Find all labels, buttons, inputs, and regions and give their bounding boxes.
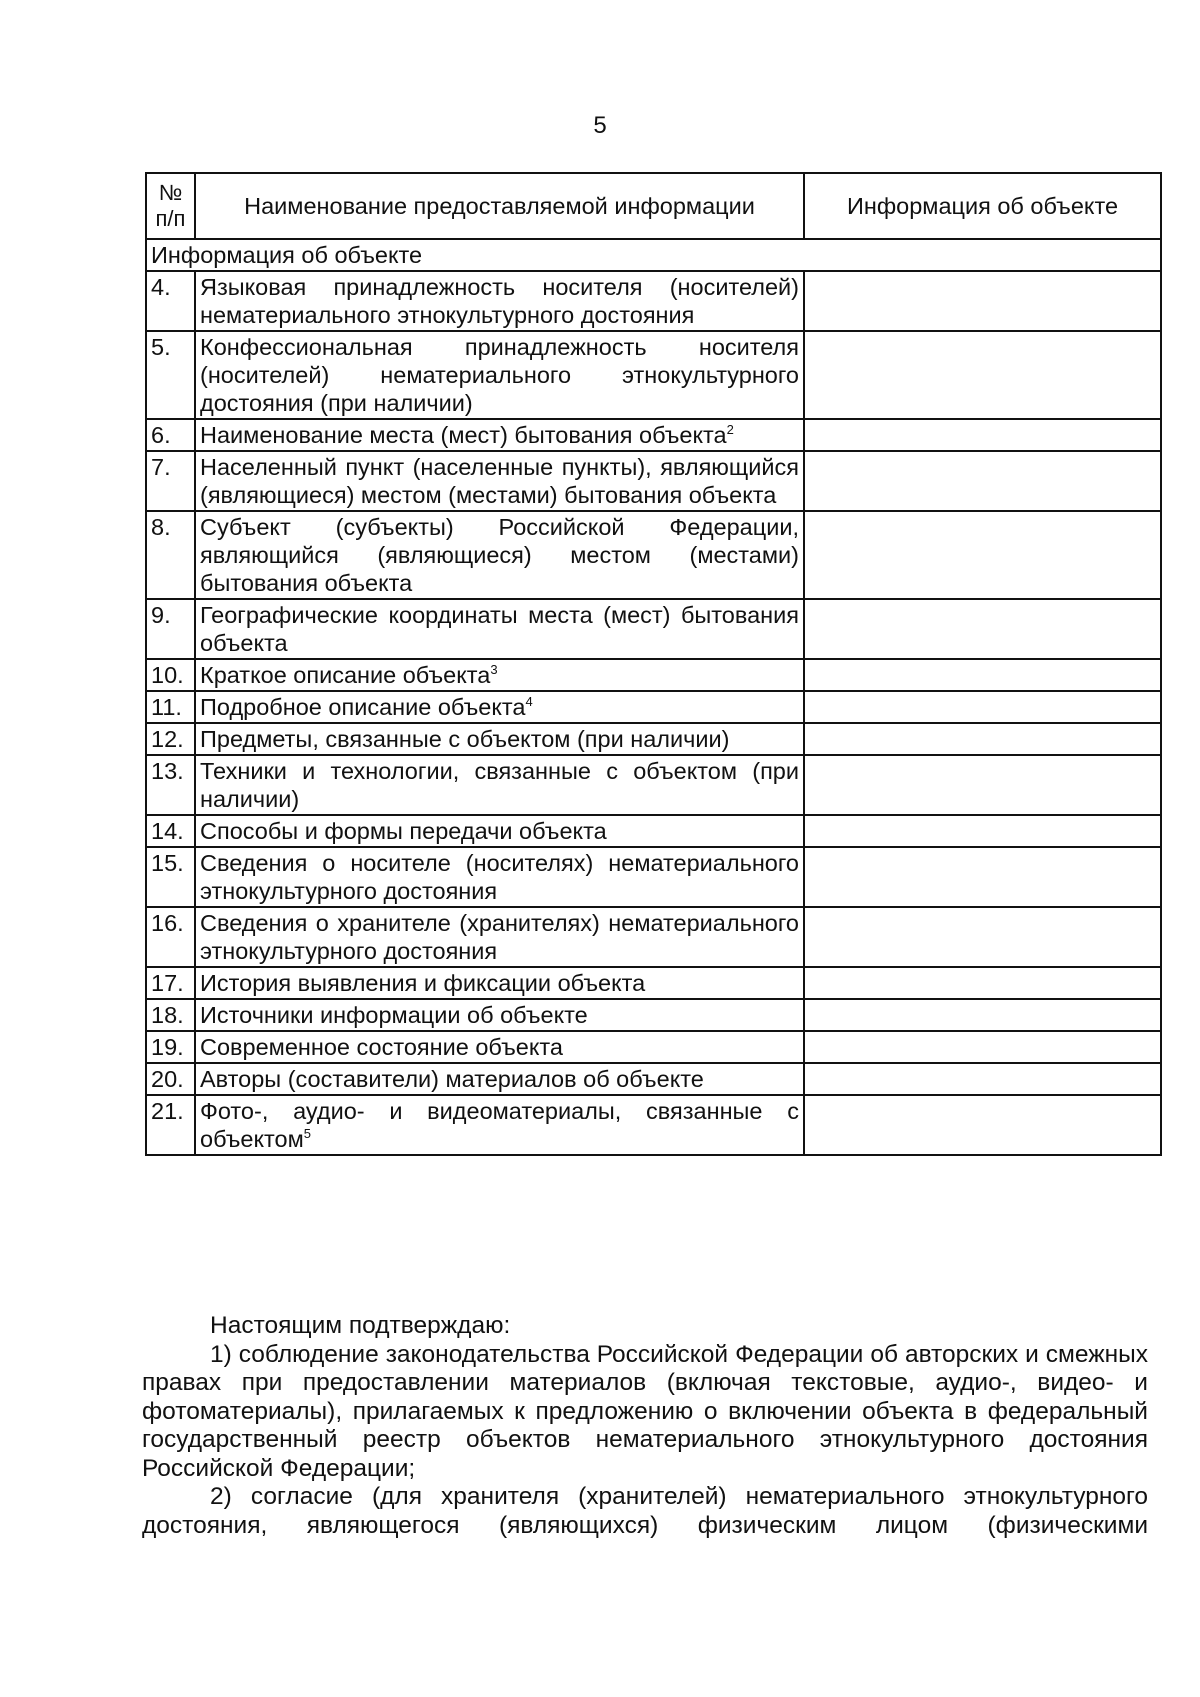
row-name [195,1031,804,1063]
row-info-cell[interactable] [804,999,1161,1031]
row-name-text: Техники и технологии, связанные с объектом (при наличии) [200,758,799,812]
table-row [146,755,1161,815]
table-row [146,999,1161,1031]
footnote-marker: 2 [726,422,734,438]
row-name [195,1095,804,1155]
confirmation-item-1: 1) соблюдение законодательства Российской Федерации об авторских и смежных правах при предоставлении материалов (включая текстовые, аудио-, видео- и фотоматериалы), прилагаемых к предложению о включении объекта в федеральный государственный реестр объектов нематериального этнокультурного достояния Российской Федерации; [142,1340,1148,1482]
row-info-cell[interactable] [804,511,1161,599]
row-number: 18. [146,999,195,1031]
row-name [195,1063,804,1095]
row-name-text: Сведения о хранителе (хранителях) нематериального этнокультурного достояния [200,910,799,964]
row-name [195,659,804,691]
row-name-text: Населенный пункт (населенные пункты), являющийся (являющиеся) местом (местами) бытования объекта [200,454,799,508]
row-number: 15. [146,847,195,907]
footnote-marker: 5 [303,1126,312,1142]
row-info-cell[interactable] [804,659,1161,691]
row-name [195,331,804,419]
row-number: 4. [146,271,195,331]
row-number: 12. [146,723,195,755]
row-name-text: Авторы (составители) материалов об объекте [200,1066,704,1092]
row-number: 20. [146,1063,195,1095]
row-name-text: Языковая принадлежность носителя (носителей) нематериального этнокультурного достояния [200,274,799,328]
row-name-text: Способы и формы передачи объекта [200,818,607,844]
row-info-cell[interactable] [804,691,1161,723]
row-number: 9. [146,599,195,659]
row-name-text: Современное состояние объекта [200,1034,563,1060]
table-row [146,419,1161,451]
row-name [195,451,804,511]
row-name [195,511,804,599]
row-info-cell[interactable] [804,419,1161,451]
row-number: 5. [146,331,195,419]
table-row [146,599,1161,659]
row-number: 10. [146,659,195,691]
row-name [195,271,804,331]
row-name-text: Подробное описание объекта [200,694,526,720]
footnote-marker: 4 [525,694,533,710]
row-info-cell[interactable] [804,331,1161,419]
row-info-cell[interactable] [804,907,1161,967]
row-name [195,815,804,847]
row-name [195,999,804,1031]
row-name-text: Краткое описание объекта [200,662,491,688]
table-row [146,1031,1161,1063]
table-row [146,511,1161,599]
row-info-cell[interactable] [804,723,1161,755]
row-info-cell[interactable] [804,599,1161,659]
row-info-cell[interactable] [804,1031,1161,1063]
row-name [195,755,804,815]
row-number: 19. [146,1031,195,1063]
row-name [195,599,804,659]
row-name [195,847,804,907]
page-number: 5 [593,112,607,139]
table-row [146,967,1161,999]
row-number: 17. [146,967,195,999]
table-row [146,907,1161,967]
table-row [146,815,1161,847]
row-info-cell[interactable] [804,451,1161,511]
row-number: 21. [146,1095,195,1155]
table-row [146,451,1161,511]
row-info-cell[interactable] [804,1095,1161,1155]
row-name [195,419,804,451]
table-row [146,1095,1161,1155]
confirmation-lead: Настоящим подтверждаю: [210,1312,511,1339]
row-name-text: Наименование места (мест) бытования объекта [200,422,727,448]
object-info-table [145,172,1162,1156]
header-num: № п/п [146,173,195,239]
footnote-marker: 3 [490,662,498,678]
row-info-cell[interactable] [804,815,1161,847]
row-number: 14. [146,815,195,847]
row-name-text: Субъект (субъекты) Российской Федерации, являющийся (являющиеся) местом (местами) бытования объекта [200,514,799,596]
section-row [146,239,1161,271]
table-row [146,1063,1161,1095]
row-name-text: История выявления и фиксации объекта [200,970,646,996]
row-name [195,723,804,755]
row-name-text: Источники информации об объекте [200,1002,588,1028]
row-name [195,907,804,967]
row-info-cell[interactable] [804,1063,1161,1095]
row-name [195,967,804,999]
header-name: Наименование предоставляемой информации [195,173,804,239]
row-name-text: Предметы, связанные с объектом (при наличии) [200,726,730,752]
row-number: 16. [146,907,195,967]
row-name [195,691,804,723]
row-name-text: Фото-, аудио- и видеоматериалы, связанные с объектом [200,1098,799,1152]
row-number: 6. [146,419,195,451]
row-name-text: Сведения о носителе (носителях) нематериального этнокультурного достояния [200,850,799,904]
table-row [146,723,1161,755]
row-number: 8. [146,511,195,599]
table-row [146,691,1161,723]
confirmation-item-2: 2) согласие (для хранителя (хранителей) нематериального этнокультурного достояния, являющегося (являющихся) физическим лицом (физическими [142,1483,1148,1539]
row-number: 13. [146,755,195,815]
section-title: Информация об объекте [146,239,1161,271]
row-name-text: Конфессиональная принадлежность носителя (носителей) нематериального этнокультурного достояния (при наличии) [200,334,799,416]
row-number: 7. [146,451,195,511]
table-row [146,847,1161,907]
table-row [146,659,1161,691]
table-header-row [146,173,1161,239]
table-row [146,271,1161,331]
table-row [146,331,1161,419]
row-info-cell[interactable] [804,755,1161,815]
confirmation-block [142,1312,1148,1540]
row-info-cell[interactable] [804,847,1161,907]
row-info-cell[interactable] [804,967,1161,999]
row-info-cell[interactable] [804,271,1161,331]
row-name-text: Географические координаты места (мест) бытования объекта [200,602,799,656]
row-number: 11. [146,691,195,723]
header-info: Информация об объекте [804,173,1161,239]
